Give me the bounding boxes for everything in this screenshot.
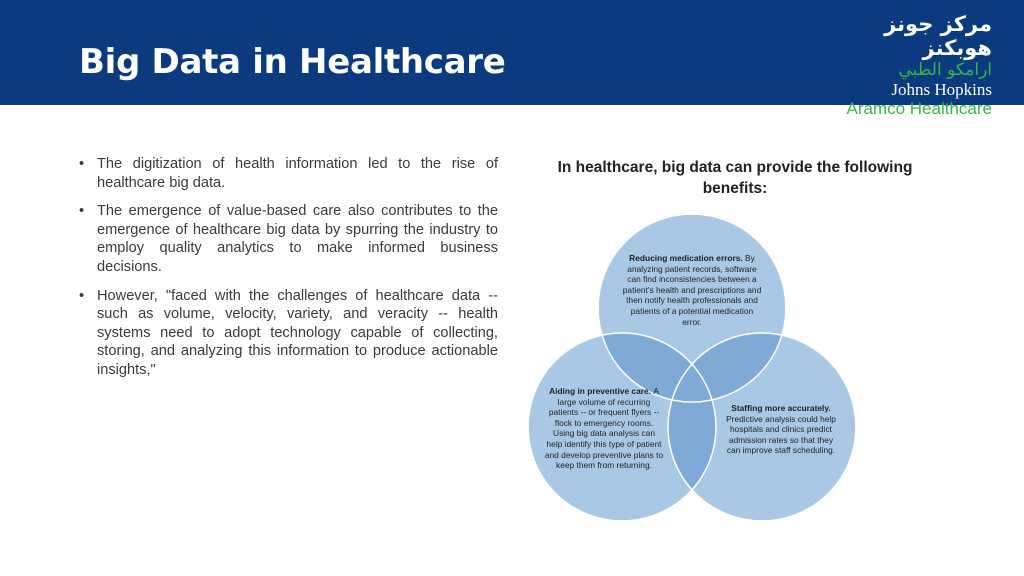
logo-english-line2: Aramco Healthcare (846, 99, 992, 118)
benefit-title: Reducing medication errors. (629, 253, 746, 263)
logo-arabic-line1: مركز جونز هوبكنز (884, 12, 992, 60)
benefits-heading: In healthcare, big data can provide the following benefits: (557, 159, 913, 197)
logo-english-line1: Johns Hopkins (891, 80, 992, 99)
benefit-preventive-care (544, 386, 664, 471)
benefit-medication-errors (622, 253, 762, 327)
bullet-item: • The digitization of health information led to the rise of healthcare big data. (78, 155, 498, 192)
benefit-staffing (723, 403, 839, 456)
bullet-item: • The emergence of value-based care also contributes to the emergence of healthcare big data by spurring the industry to employ quality analytics to make informed business decisions. (78, 202, 498, 276)
benefit-title: Staffing more accurately. (731, 403, 831, 413)
logo-arabic-line2: ارامكو الطبي (898, 60, 992, 80)
benefit-description: By analyzing patient records, software can find inconsistencies between a patient's health and prescriptions and then notify health professionals and patients of a potential medication error. (622, 253, 762, 327)
benefit-title: Aiding in preventive care. (549, 386, 654, 396)
page-title: Big Data in Healthcare (79, 42, 506, 82)
bullet-item: • However, "faced with the challenges of healthcare data -- such as volume, velocity, variety, and veracity -- health systems need to adopt technology capable of collecting, storing, and analyzing this information to produce actionable insights," (78, 287, 498, 380)
benefit-description: Predictive analysis could help hospitals and clinics predict admission rates so that they can improve staff scheduling. (726, 413, 836, 456)
benefit-description: A large volume of recurring patients -- or frequent flyers -- flock to emergency rooms. Using big data analysis can help identify this type of patient and develop preventive plans to keep them from returning. (544, 386, 664, 471)
